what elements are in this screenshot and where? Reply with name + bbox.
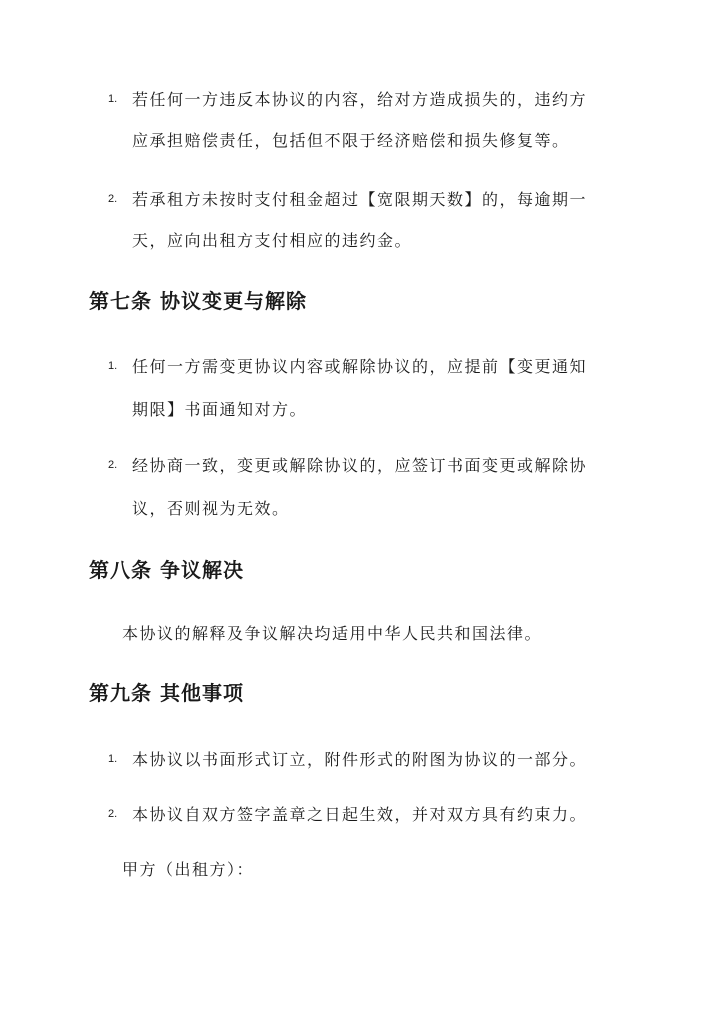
list-number: 2.	[108, 459, 118, 471]
section-heading: 第九条 其他事项	[89, 681, 244, 705]
list-number: 2.	[108, 808, 118, 820]
section-heading: 第八条 争议解决	[89, 558, 244, 582]
list-number: 1.	[108, 753, 118, 765]
list-item-text: 本协议以书面形式订立，附件形式的附图为协议的一部分。	[132, 750, 588, 769]
list-item-text-continued: 期限】书面通知对方。	[132, 400, 308, 419]
list-item-text-continued: 应承担赔偿责任，包括但不限于经济赔偿和损失修复等。	[132, 131, 570, 150]
list-item-text: 若任何一方违反本协议的内容，给对方造成损失的，违约方	[132, 90, 588, 109]
list-item-text: 任何一方需变更协议内容或解除协议的，应提前【变更通知	[132, 357, 588, 376]
list-item-text-continued: 天，应向出租方支付相应的违约金。	[132, 231, 413, 250]
list-number: 2.	[108, 193, 118, 205]
list-number: 1.	[108, 93, 118, 105]
list-item-text: 若承租方未按时支付租金超过【宽限期天数】的，每逾期一	[132, 190, 588, 209]
section-heading: 第七条 协议变更与解除	[89, 289, 307, 313]
list-number: 1.	[108, 360, 118, 372]
list-item-text-continued: 议，否则视为无效。	[132, 499, 290, 518]
signature-party-a-label: 甲方（出租方）：	[122, 860, 255, 879]
body-paragraph: 本协议的解释及争议解决均适用中华人民共和国法律。	[122, 624, 543, 643]
list-item-text: 经协商一致，变更或解除协议的，应签订书面变更或解除协	[132, 456, 588, 475]
list-item-text: 本协议自双方签字盖章之日起生效，并对双方具有约束力。	[132, 805, 588, 824]
